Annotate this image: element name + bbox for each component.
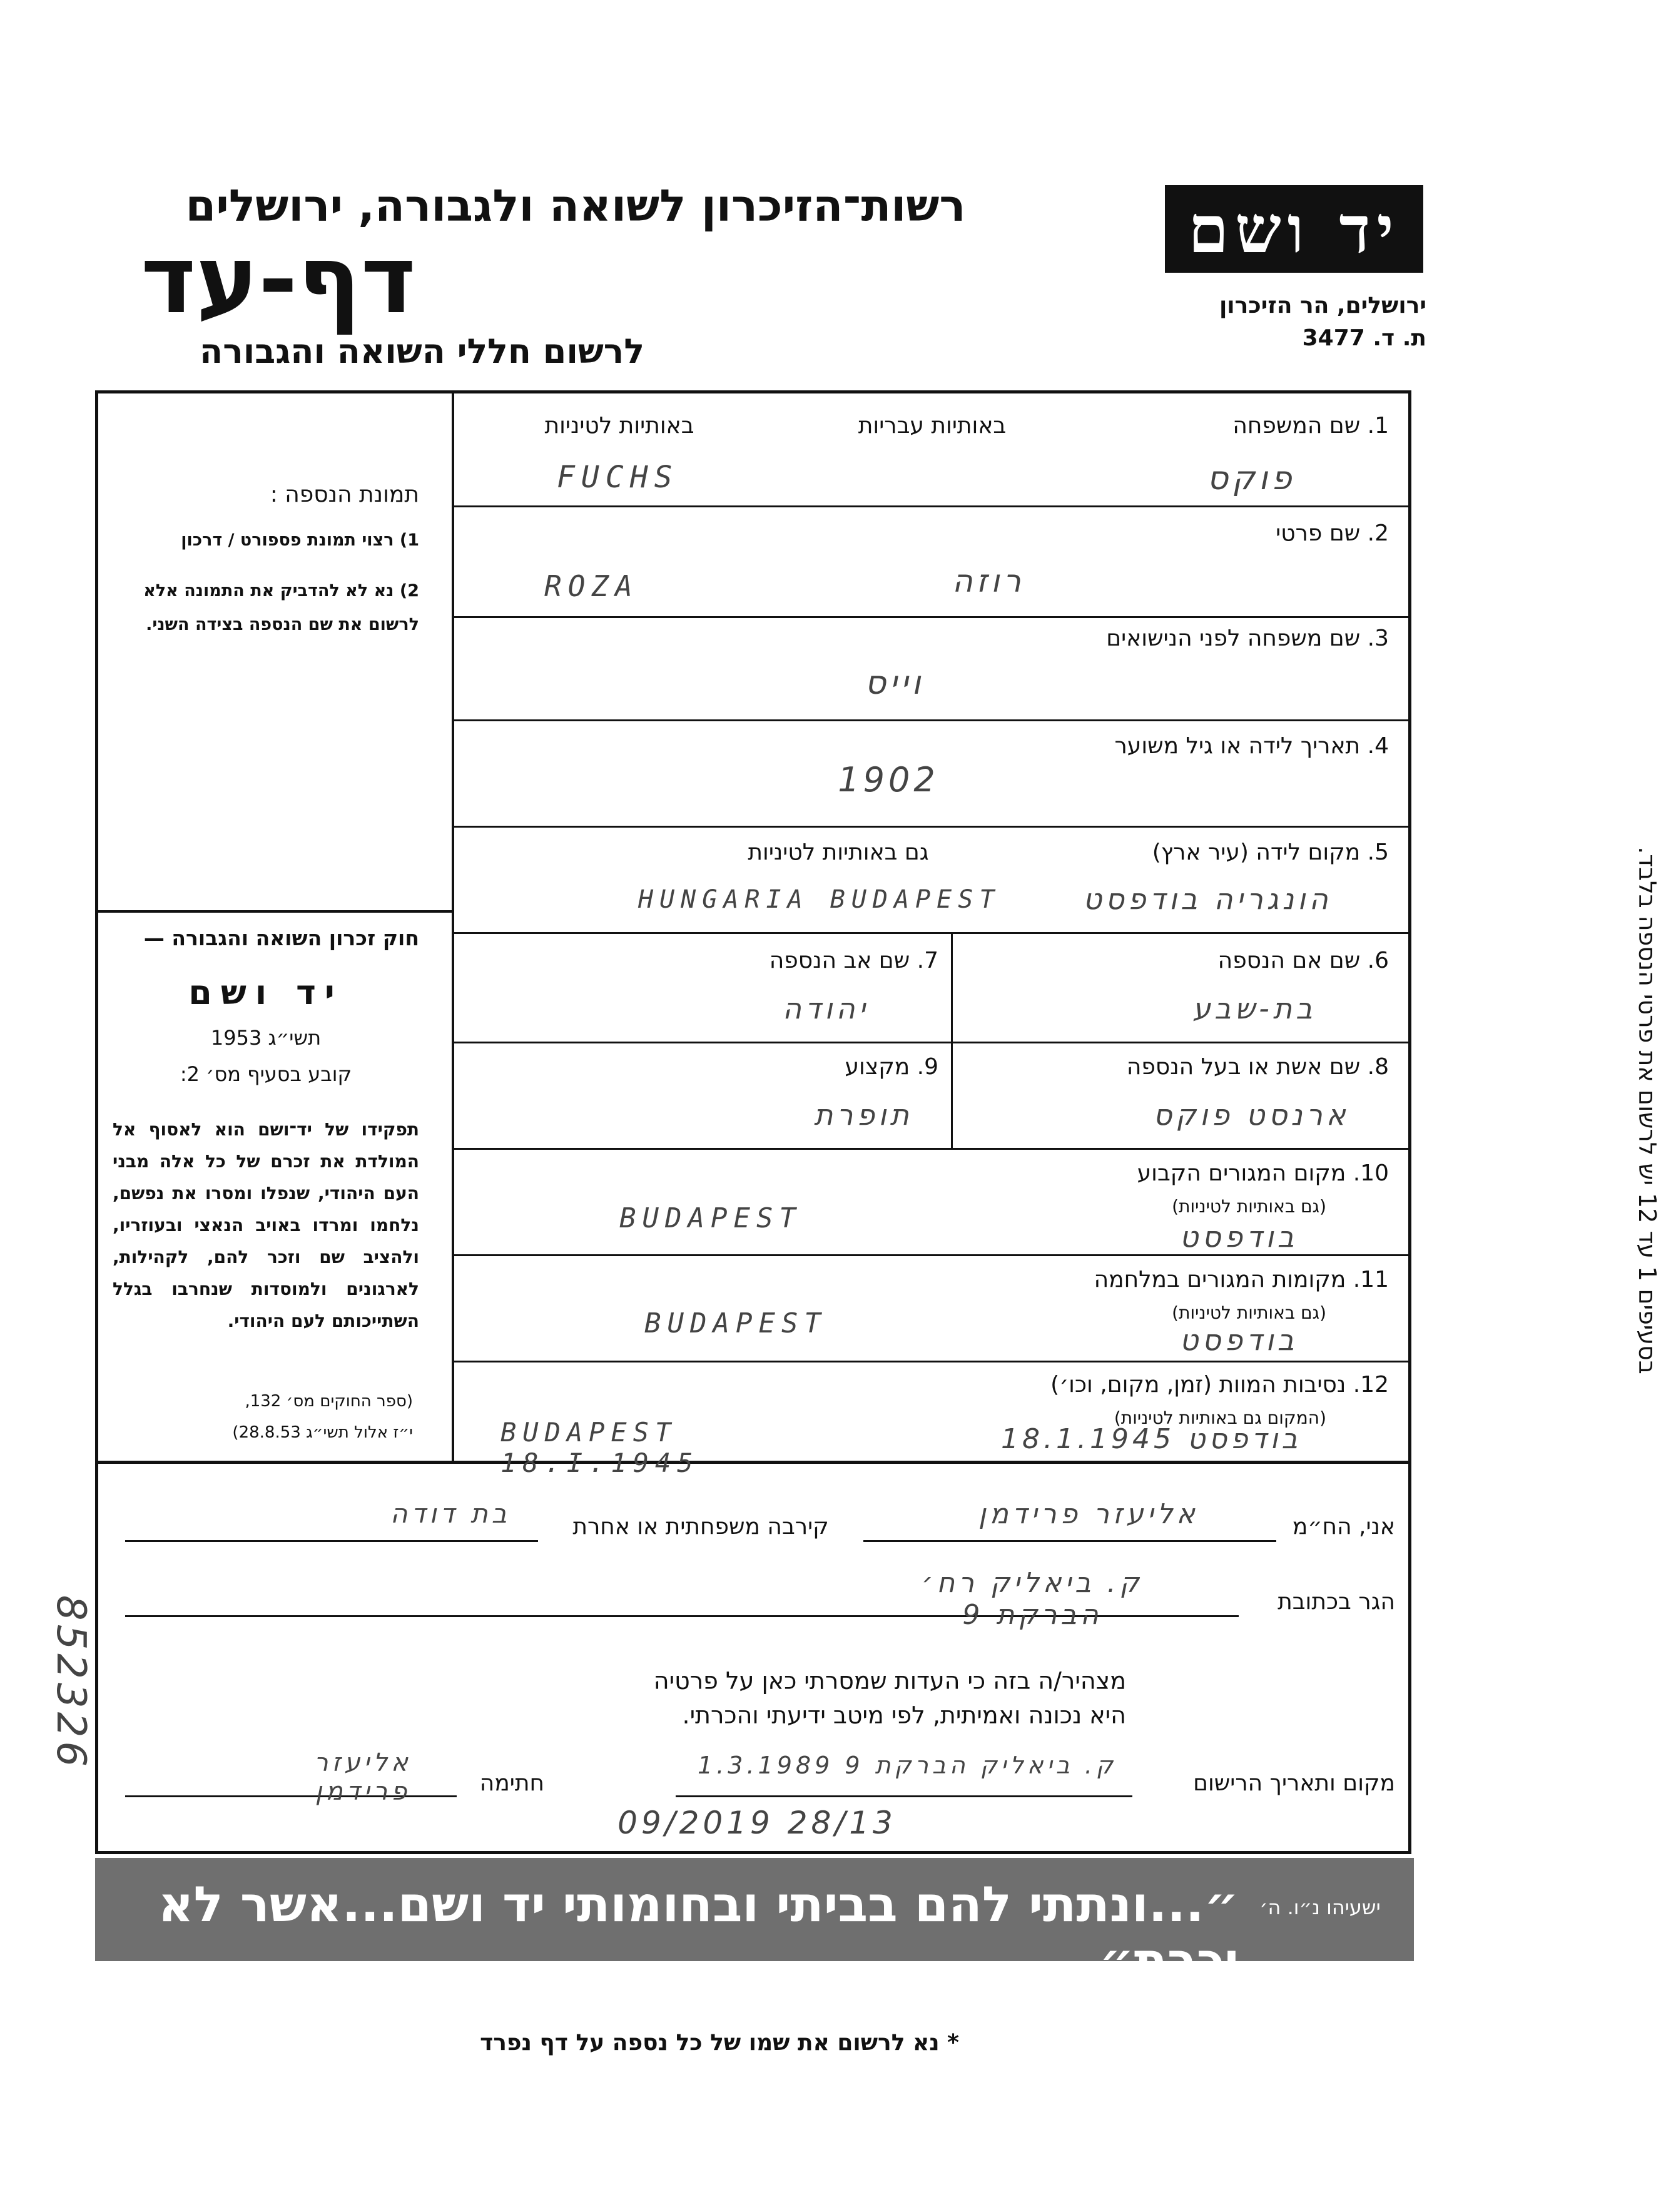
footer-note: * נא לרשום את שמו של כל נספה על דף נפרד	[480, 2030, 959, 2056]
address-label: הגר בכתובת	[1277, 1589, 1395, 1615]
declaration-statement-2: היא נכונה ואמיתית, לפי מיטב ידיעתי והכרתי.	[682, 1702, 1126, 1729]
law-clause: קובע בסעיף מס׳ 2:	[180, 1062, 352, 1086]
field-3-label: 3. שם משפחה לפני הנישואים	[1106, 626, 1389, 651]
field-1-latin-value[interactable]: FUCHS	[557, 460, 679, 495]
declaration-statement-1: מצהיר/ה בזה כי העדות שמסרתי כאן על פרטיה	[653, 1667, 1126, 1695]
law-text: תפקידו של יד־ושם הוא לאסוף אל המולדת את זכרם של כל אלה מבני העם היהודי, שנפלו ומסרו את נפשם, נלחמו ומרדו באויב הנאצי ובעוזריו, ולהציב שם וזכר להם, לקהילות, לארגונים ולמוסדות שנחרבו בגלל השתייכותם לעם היהודי.	[113, 1119, 419, 1331]
field-5-latin-col: גם באותיות לטיניות	[748, 840, 929, 865]
field-6-value[interactable]: בת-שבע	[1192, 992, 1316, 1025]
org-line: רשות־הזיכרון לשואה ולגבורה, ירושלים	[185, 180, 966, 231]
relation-value[interactable]: בת דודה	[390, 1498, 510, 1529]
banner-quote: ״...ונתתי להם בביתי ובחומותי יד ושם...אשר לא יכרת״	[158, 1877, 1239, 1989]
field-9-label: 9. מקצוע	[845, 1054, 938, 1080]
field-4-value[interactable]: 1902	[838, 760, 939, 799]
signature-value[interactable]: אליעזר פרידמן	[314, 1748, 412, 1806]
field-9-value[interactable]: תופרת	[814, 1098, 913, 1132]
field-5-latin-value[interactable]: HUNGARIA BUDAPEST	[638, 885, 1001, 914]
signature-label: חתימה	[479, 1770, 544, 1796]
photo-note-1: 1) רצוי תמונת פספורט / דרכון	[181, 530, 419, 550]
field-2-hebrew-value[interactable]: רוזה	[952, 563, 1025, 599]
margin-number: 852326	[48, 1595, 94, 1771]
field-1-hebrew-col: באותיות עבריות	[858, 413, 1007, 439]
field-11-latin-value[interactable]: BUDAPEST	[644, 1307, 827, 1339]
field-10-hebrew-value[interactable]: בודפסט	[1179, 1220, 1298, 1254]
field-3-value[interactable]: וייס	[865, 664, 925, 702]
field-12-label: 12. נסיבות המוות (זמן, מקום, וכו׳)	[1050, 1372, 1389, 1398]
place-date-label: מקום ותאריך הרישום	[1193, 1770, 1395, 1796]
yad-vashem-logo: יד ושם	[1165, 185, 1423, 273]
field-7-value[interactable]: יהודה	[782, 992, 870, 1025]
side-note: בסעיפים 1 עד 12 יש לרשום את פרטי הנספה בלבד.	[1633, 846, 1661, 1374]
stamp-number: 09/2019 28/13	[617, 1805, 897, 1841]
field-1-hebrew-value[interactable]: פוקס	[1207, 460, 1296, 497]
field-2-label: 2. שם פרטי	[1276, 520, 1389, 546]
field-6-label: 6. שם אם הנספה	[1217, 948, 1389, 973]
banner-source: ישעיהו נ״ו. ה׳	[1259, 1895, 1381, 1919]
field-12-hebrew-value[interactable]: בודפסט 18.1.1945	[1001, 1423, 1301, 1455]
form-subtitle: לרשום חללי השואה והגבורה	[200, 332, 644, 371]
place-date-value[interactable]: ק. ביאליק הברקת 9 1.3.1989	[698, 1752, 1117, 1779]
field-10-sublabel: (גם באותיות לטיניות)	[1172, 1196, 1326, 1217]
photo-box-title: תמונת הנספה :	[270, 482, 419, 507]
field-10-latin-value[interactable]: BUDAPEST	[619, 1202, 802, 1234]
photo-note-2: 2) נא לא להדביק את התמונה אלא לרשום את שם הנספה בצידה השני.	[143, 581, 419, 634]
declarant-label: אני, הח״מ	[1292, 1514, 1395, 1540]
field-12-sublabel: (המקום גם באותיות לטיניות)	[1114, 1408, 1326, 1428]
field-2-latin-value[interactable]: ROZA	[544, 569, 639, 603]
field-8-label: 8. שם אשת או בעל הנספה	[1126, 1054, 1389, 1080]
field-5-hebrew-value[interactable]: הונגריה בודפסט	[1083, 882, 1332, 916]
field-11-hebrew-value[interactable]: בודפסט	[1179, 1323, 1298, 1357]
field-11-label: 11. מקומות המגורים במלחמה	[1094, 1267, 1389, 1292]
law-ref-1: (ספר החוקים מס׳ 132,	[245, 1392, 413, 1411]
field-11-sublabel: (גם באותיות לטיניות)	[1172, 1302, 1326, 1323]
declarant-name[interactable]: אליעזר פרידמן	[978, 1498, 1199, 1530]
form-title: דף-עד	[141, 226, 416, 335]
field-10-label: 10. מקום המגורים הקבוע	[1137, 1160, 1389, 1186]
field-1-latin-col: באותיות לטיניות	[544, 413, 694, 439]
law-title: חוק זכרון השואה והגבורה —	[143, 926, 419, 950]
field-7-label: 7. שם אב הנספה	[769, 948, 938, 973]
field-1-label: 1. שם המשפחה	[1232, 413, 1389, 439]
address-value[interactable]: ק. ביאליק רח׳ הברקת 9	[922, 1567, 1143, 1631]
field-8-value[interactable]: ארנסט פוקס	[1153, 1098, 1349, 1132]
address: ירושלים, הר הזיכרון	[1219, 293, 1426, 318]
relation-label: קירבה משפחתית או אחרת	[572, 1514, 829, 1540]
field-4-label: 4. תאריך לידה או גיל משוער	[1114, 733, 1389, 759]
law-year: תשי״ג 1953	[210, 1026, 322, 1050]
po-box: ת. ד. 3477	[1302, 325, 1426, 351]
law-name: יד ושם	[188, 973, 343, 1012]
field-5-label: 5. מקום לידה (עיר ארץ)	[1152, 840, 1389, 865]
field-12-latin-value[interactable]: BUDAPEST 18.I.1945	[500, 1417, 699, 1478]
law-ref-2: י״ז אלול תשי״ג 28.8.53)	[232, 1423, 413, 1442]
